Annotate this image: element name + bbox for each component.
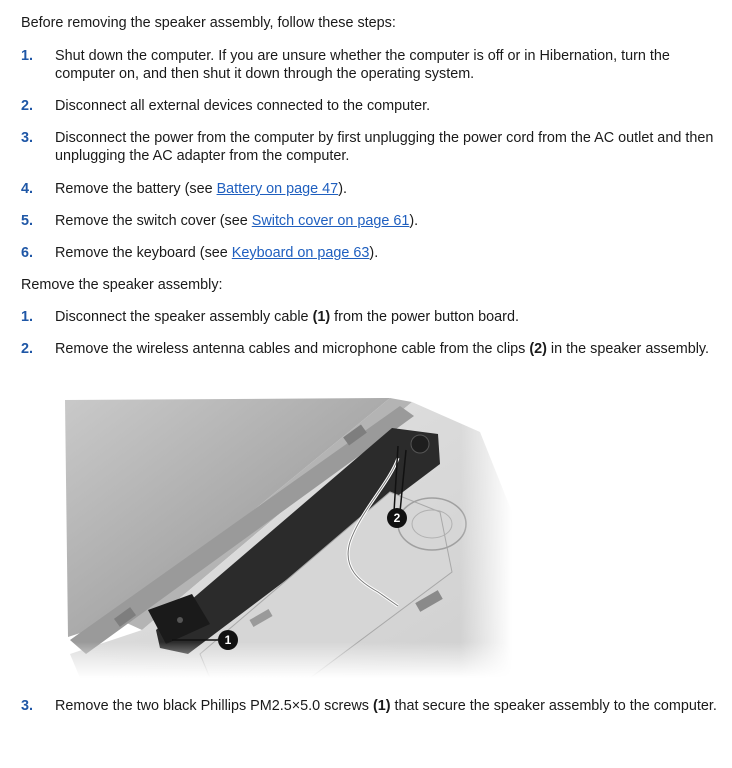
step-text-segment: that secure the speaker assembly to the computer. — [390, 698, 717, 714]
prep-step — [21, 129, 721, 165]
step-text-segment: in the speaker assembly. — [546, 341, 710, 357]
intro-paragraph: Before removing the speaker assembly, follow these steps: — [21, 15, 396, 31]
step-number: 5. — [21, 213, 34, 229]
prep-step — [21, 47, 721, 83]
step-text-segment: ). — [338, 181, 347, 197]
step-text-segment: Remove the keyboard (see — [55, 245, 232, 261]
step-text-segment: Remove the switch cover (see — [55, 213, 252, 229]
step-number: 1. — [21, 48, 34, 64]
laptop-speaker-drawing — [60, 392, 512, 678]
prep-step — [21, 244, 721, 262]
step-text-segment: Disconnect the speaker assembly cable — [55, 309, 313, 325]
callout-reference: (1) — [372, 698, 391, 714]
prep-step — [21, 180, 721, 198]
prep-step — [21, 97, 721, 115]
step-text-segment: from the power button board. — [330, 309, 519, 325]
step-number: 2. — [21, 98, 34, 114]
step-number: 2. — [21, 341, 34, 357]
step-number: 4. — [21, 181, 34, 197]
prep-step — [21, 212, 721, 230]
callout-1-label: 1 — [224, 633, 232, 647]
cross-reference-link[interactable]: Switch cover on page 61 — [251, 213, 410, 229]
step-text — [55, 340, 721, 358]
callout-reference: (1) — [312, 309, 331, 325]
step-text — [55, 97, 721, 115]
step-text — [55, 244, 721, 262]
step-number: 3. — [21, 698, 34, 714]
callout-reference: (2) — [529, 341, 547, 357]
speaker-assembly-illustration — [60, 392, 512, 678]
step-text — [55, 697, 721, 715]
speaker-screw — [177, 617, 183, 623]
step-text-segment: Disconnect the power from the computer by first unplugging the power cord from the AC outlet and then unplugging the AC adapter from the computer. — [55, 130, 714, 164]
removal-step — [21, 308, 721, 326]
step-text-segment: Remove the wireless antenna cables and microphone cable from the clips — [55, 341, 530, 357]
step-text — [55, 212, 721, 230]
cross-reference-link[interactable]: Battery on page 47 — [216, 181, 339, 197]
step-text — [55, 308, 721, 326]
step-number: 1. — [21, 309, 34, 325]
cross-reference-link[interactable]: Keyboard on page 63 — [231, 245, 370, 261]
step-text-segment: Shut down the computer. If you are unsure whether the computer is off or in Hibernation, turn the computer on, and then shut it down through the operating system. — [55, 48, 670, 82]
removal-step — [21, 697, 721, 715]
step-text — [55, 47, 721, 83]
speaker-right-grille — [411, 435, 429, 453]
step-text-segment: ). — [369, 245, 379, 261]
step-text-segment: Remove the battery (see — [55, 181, 217, 197]
step-text — [55, 180, 721, 198]
removal-heading: Remove the speaker assembly: — [21, 277, 223, 293]
removal-step — [21, 340, 721, 358]
step-text-segment: Disconnect all external devices connected to the computer. — [55, 98, 431, 114]
step-text — [55, 129, 721, 165]
step-text-segment: Remove the two black Phillips PM2.5×5.0 screws — [55, 698, 373, 714]
step-number: 6. — [21, 245, 34, 261]
step-number: 3. — [21, 130, 34, 146]
callout-2-label: 2 — [393, 511, 401, 525]
step-text-segment: ). — [409, 213, 419, 229]
